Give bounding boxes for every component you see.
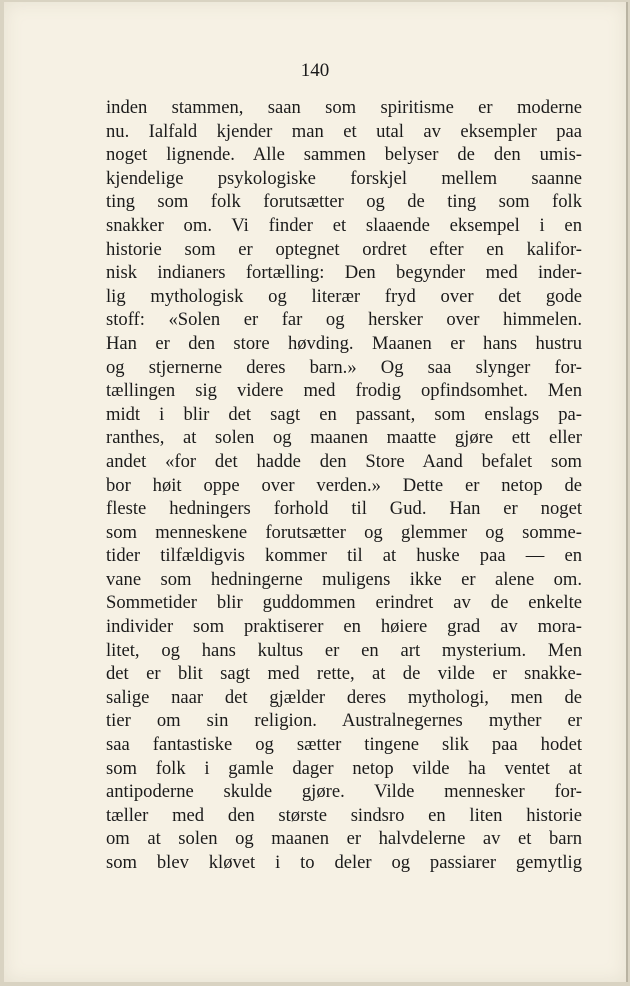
text-line: andet «for det hadde den Store Aand befalet som — [106, 450, 582, 472]
text-line: lig mythologisk og literær fryd over det gode — [106, 285, 582, 307]
text-line: Han er den store høvding. Maanen er hans hustru — [106, 332, 582, 354]
book-page — [4, 2, 628, 982]
text-line: tier om sin religion. Australnegernes myther er — [106, 710, 582, 732]
text-line: Sommetider blir guddommen erindret av de enkelte — [106, 592, 582, 614]
text-line: som folk i gamle dager netop vilde ha ventet at — [106, 757, 582, 779]
text-line: nisk indianers fortælling: Den begynder med inder- — [106, 262, 582, 284]
text-line: individer som praktiserer en høiere grad av mora- — [106, 616, 582, 638]
text-line: antipoderne skulde gjøre. Vilde mennesker for- — [106, 781, 582, 803]
text-line: stoff: «Solen er far og hersker over himmelen. — [106, 309, 582, 331]
text-line: tællingen sig videre med frodig opfindsomhet. Men — [106, 380, 582, 402]
text-line: nu. Ialfald kjender man et utal av eksempler paa — [106, 120, 582, 142]
text-line: bor høit oppe over verden.» Dette er netop de — [106, 474, 582, 496]
body-text — [106, 96, 582, 875]
text-line: noget lignende. Alle sammen belyser de den umis- — [106, 144, 582, 166]
text-line: snakker om. Vi finder et slaaende eksempel i en — [106, 214, 582, 236]
text-line: litet, og hans kultus er en art mysterium. Men — [106, 639, 582, 661]
text-line: midt i blir det sagt en passant, som enslags pa- — [106, 403, 582, 425]
text-line: vane som hedningerne muligens ikke er alene om. — [106, 568, 582, 590]
text-line: ranthes, at solen og maanen maatte gjøre ett eller — [106, 427, 582, 449]
text-line: og stjernerne deres barn.» Og saa slynger for- — [106, 356, 582, 378]
text-line: ting som folk forutsætter og de ting som folk — [106, 191, 582, 213]
text-line: det er blit sagt med rette, at de vilde er snakke- — [106, 663, 582, 685]
page-number: 140 — [300, 60, 330, 81]
text-line: saa fantastiske og sætter tingene slik paa hodet — [106, 734, 582, 756]
text-line: salige naar det gjælder deres mythologi, men de — [106, 686, 582, 708]
text-line: kjendelige psykologiske forskjel mellem saanne — [106, 167, 582, 189]
text-line: som blev kløvet i to deler og passiarer gemytlig — [106, 852, 582, 873]
text-line: tæller med den største sindsro en liten historie — [106, 804, 582, 826]
text-line: som menneskene forutsætter og glemmer og somme- — [106, 521, 582, 543]
text-line: om at solen og maanen er halvdelerne av et barn — [106, 828, 582, 850]
text-line: historie som er optegnet ordret efter en kalifor- — [106, 238, 582, 260]
text-line: inden stammen, saan som spiritisme er moderne — [106, 97, 582, 118]
text-line: fleste hedningers forhold til Gud. Han er noget — [106, 498, 582, 520]
text-line: tider tilfældigvis kommer til at huske paa — en — [106, 545, 582, 567]
